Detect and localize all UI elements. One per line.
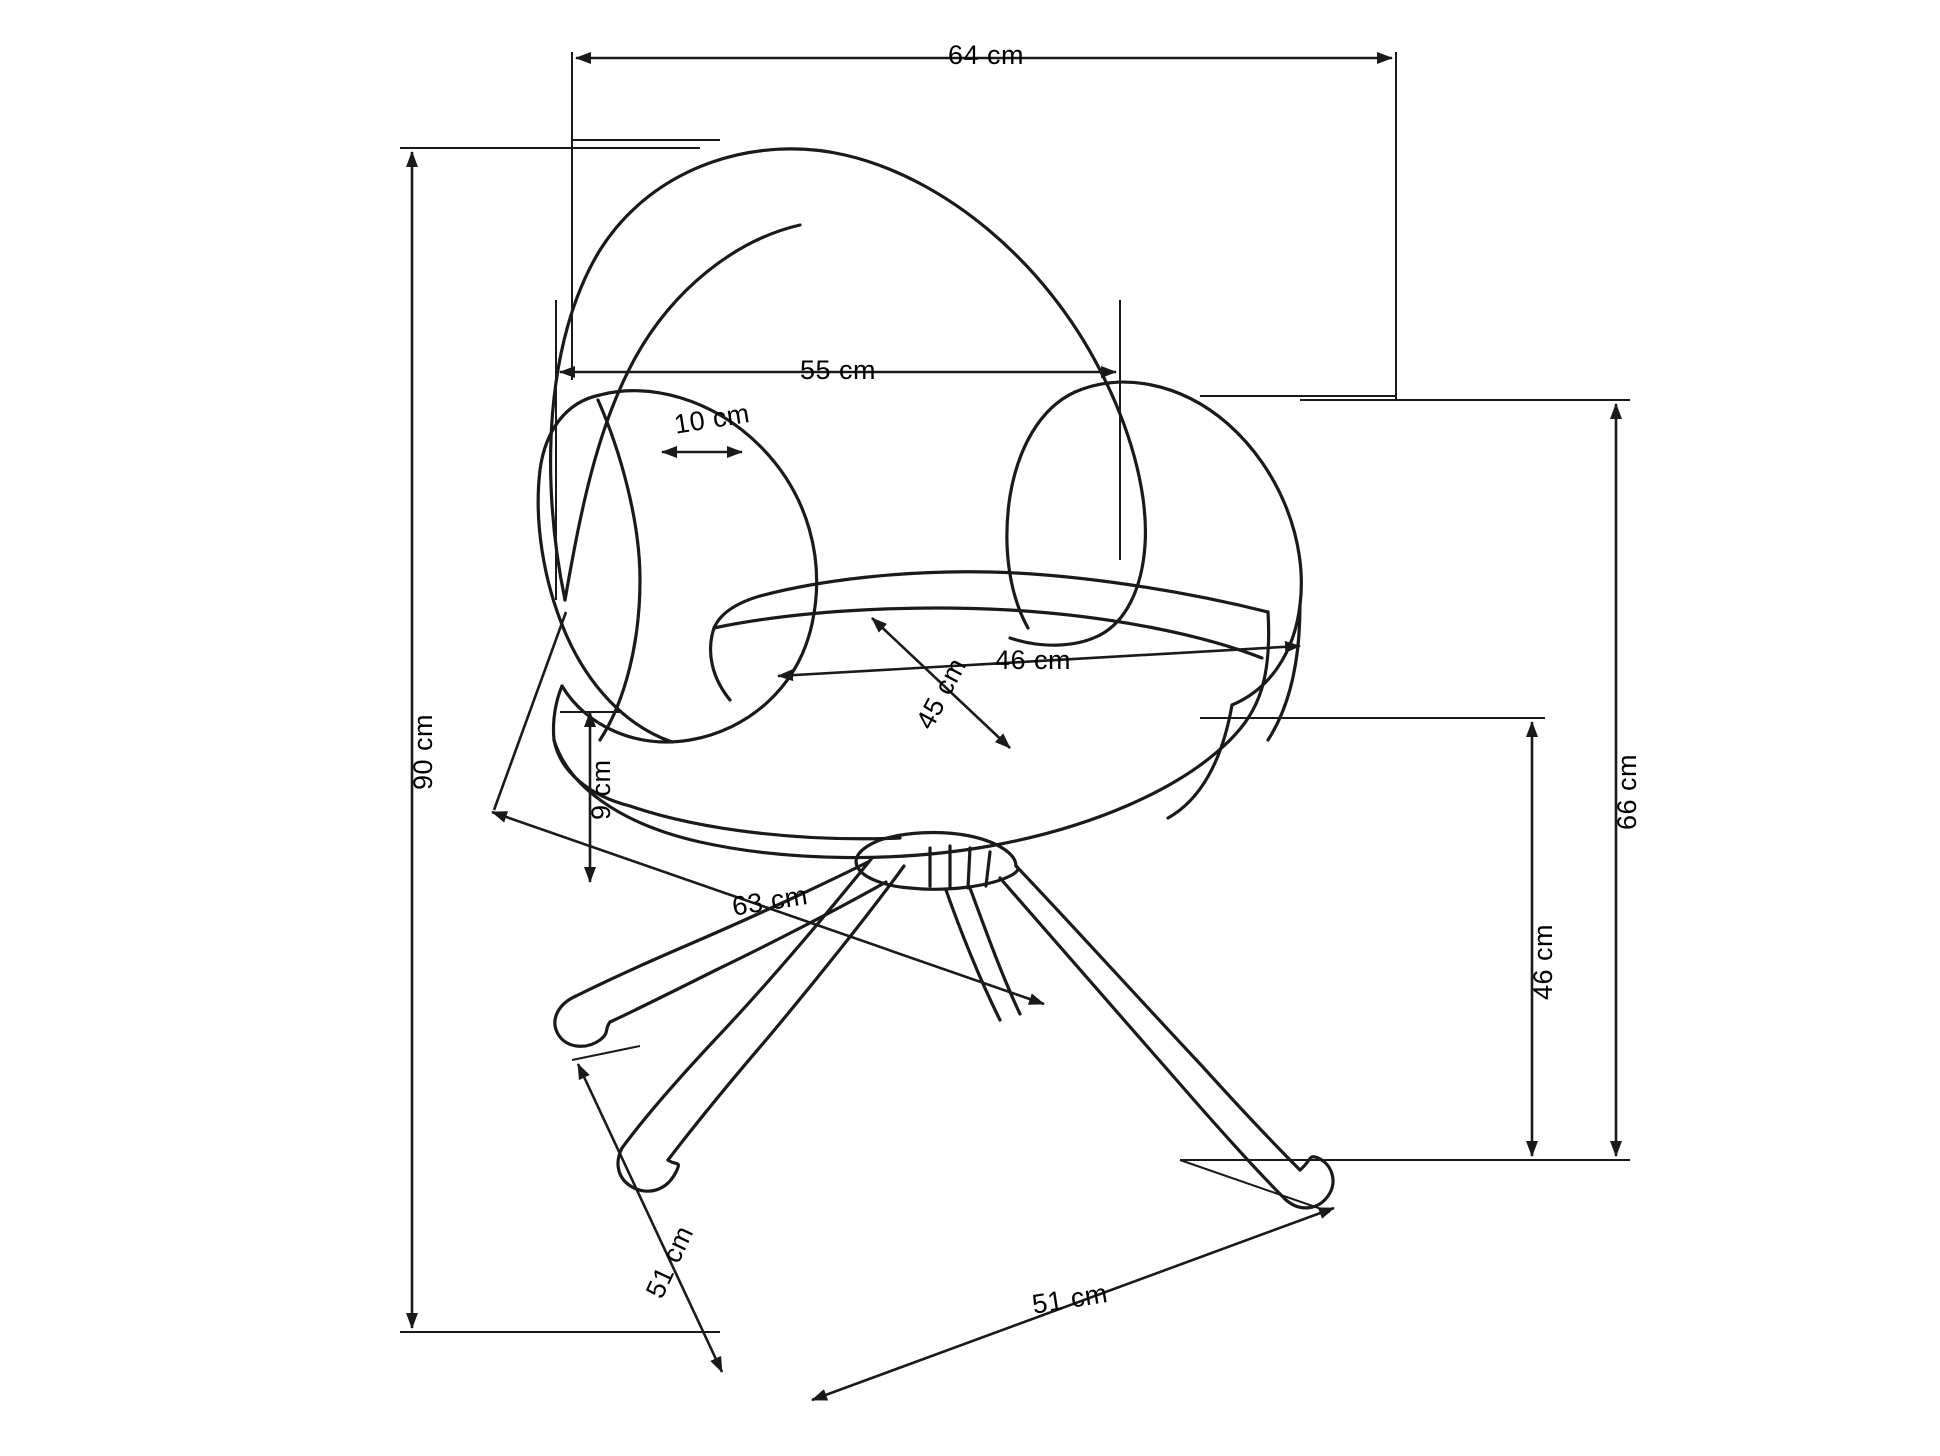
dimension-label-seat-cushion-height: 9 cm bbox=[586, 759, 616, 820]
dimension-arrows bbox=[412, 58, 1616, 1400]
dimension-label-base-width: 51 cm bbox=[1030, 1278, 1110, 1320]
dimension-label-seat-width-inner: 45 cm bbox=[910, 652, 973, 735]
dimension-label-backrest-height: 66 cm bbox=[1612, 753, 1642, 830]
dimension-label-base-depth: 51 cm bbox=[640, 1221, 700, 1303]
dimension-label-armrest-thickness: 10 cm bbox=[672, 398, 752, 440]
dimension-label-seat-depth: 46 cm bbox=[995, 645, 1072, 675]
extension-lines bbox=[400, 52, 1630, 1332]
dimension-label-overall-width: 64 cm bbox=[948, 40, 1025, 70]
dimension-label-overall-depth: 63 cm bbox=[730, 880, 810, 922]
dimension-label-backrest-width: 55 cm bbox=[800, 355, 877, 385]
dimension-label-overall-height: 90 cm bbox=[408, 713, 438, 790]
dimension-label-seat-height: 46 cm bbox=[1528, 923, 1558, 1000]
